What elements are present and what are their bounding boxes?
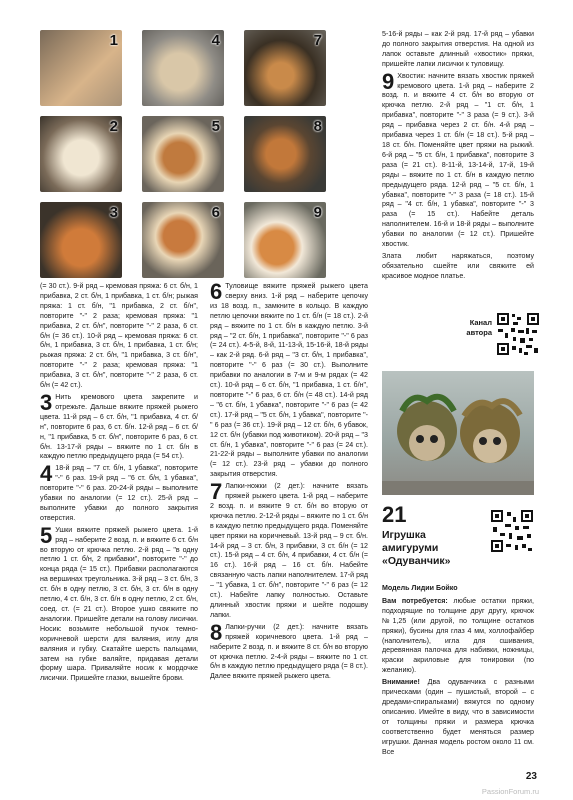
right-paragraph-3: Злата любит наряжаться, поэтому обязательно сшейте или свяжите ей красивое модное платье. — [382, 251, 534, 280]
photo-6: 6 — [142, 202, 224, 278]
right-paragraph-1: 5-16-й ряды – как 2-й ряд. 17-й ряд – убавки до полного закрытия отверстия. На одной из лапок оставьте длинный «хвостик» пряжи, пришейте лапки лисички к туловищу. — [382, 30, 534, 68]
step-number: 7 — [210, 479, 223, 505]
photo-grid — [40, 30, 370, 280]
toy-photo — [382, 371, 534, 495]
step-number: 4 — [40, 461, 53, 487]
channel-label: Канал автора — [466, 318, 492, 337]
left-paragraph-3: 18-й ряд – "7 ст. б/н, 1 убавка", повторите "-" 6 раз. 19-й ряд – "6 ст. б/н, 1 убавка", повторите "-" 6 раз. 20-24-й ряды – выполните убавки по аналогии (= 12 ст.). 25-й ряд – выполните убавки до полного закрытия отверстия. — [40, 464, 198, 522]
right-paragraph-2: Хвостик: начните вязать хвостик пряжей кремового цвета. 1-й ряд – наберите 2 возд. п. и вяжите 4 ст. б/н во вторую от крючка петлю. 2-й ряд – "1 ст. б/н, 1 прибавка", повторите "-" 3 раза (= 9 ст.). 3-й ряд – прибавка через 2 ст. б/н. 4-й ряд – прибавка через 1 ст. б/н (= 18 ст.). 5-й ряд – 18 ст. б/н. Поменяйте цвет пряжи на рыжий. 6-й ряд – "5 ст. б/н, 1 прибавка", повторите 3 раза (= 21 ст.). 8-11-й, 13-14-й, 17-й, 19-й ряды – вяжите по 1 ст. б/н в каждую петлю предыдущего ряда. 12-й ряд – "5 ст. б/н, 1 убавка", повторите "-" 3 раза (= 18 ст.). 15-й ряд – "4 ст. б/н, 1 убавка", повторите "-" 3 раза (= 15 ст.). Набейте деталь наполнителем. 16-й и 18-й ряды – выполните убавки по аналогии (= 12 ст.). Пришейте хвостик. — [382, 71, 534, 249]
photo-4: 4 — [142, 30, 224, 106]
middle-column — [210, 279, 368, 684]
qr-code-icon — [490, 509, 534, 553]
author-line: Модель Лидии Бойко — [382, 584, 458, 592]
photo-8: 8 — [244, 116, 326, 192]
materials-text: любые остатки пряжи, подходящие по толщине друг другу, крючок №1,25 (или другой, по толщине остатков пряжи), бусины для глаз 4 мм, холлофайбер (наполнитель), игла для сшивания, деревянная палочка для набивки, ножницы, краски акриловые для тонировки (по желанию). — [382, 596, 534, 675]
right-column — [382, 30, 534, 284]
photo-1: 1 — [40, 30, 122, 106]
photo-2: 2 — [40, 116, 122, 192]
materials-label: Вам потребуется: — [382, 596, 448, 605]
note-text: Два одуванчика с разными прическами (один – пушистый, второй – с дредами-спиральками) вяжутся по одному описанию. Имейте в виду, что в зависимости от толщины пряжи и размера крючка соответственно будет меняться размер игрушки. Данная модель ростом около 11 см. Все — [382, 678, 534, 756]
step-number: 9 — [382, 68, 395, 94]
middle-paragraph-1: Туловище вяжите пряжей рыжего цвета сверху вниз. 1-й ряд – наберите цепочку из 18 возд. п., замкните в кольцо. В каждую петлю цепочки вяжите по 1 ст. б/н (= 18 ст.). 2-й ряд – вяжите по 1 ст. б/н в каждую петлю. 3-й ряд – "2 ст. б/н, 1 прибавка", повторите "-" 6 раз (= 24 ст.). 4-5-й, 8-й, 11-13-й, 15-16-й, 18-й ряды – как 2-й ряд. 6-й ряд – "3 ст. б/н, 1 прибавка", повторите "-" 6 раз (= 30 ст.). Выполните прибавки по аналогии в 7-м и 9-м рядах (= 42 ст.). 10-й ряд – 6 ст. б/н, "1 прибавка, 1 ст. б/н", повторите "-" 6 раз, 6 ст. б/н (= 48 ст.). 14-й ряд – "6 ст. б/н, 1 убавка", повторите "-" 6 раз (= 42 ст.). 17-й ряд – "5 ст. б/н, 1 убавка", повторите "-" 6 раз (= 36 ст.). 19-й ряд – 12 ст. б/н, 6 убавок, 12 ст. б/н (убавки под животиком). 20-й ряд – "3 ст. б/н, 1 убавка", повторите "-" 6 раз (= 24 ст.). 21-22-й ряды – выполните убавки по аналогии (= 12 ст.). 23-й ряд – убавки до полного закрытия отверстия. — [210, 282, 368, 479]
left-column — [40, 282, 198, 686]
left-paragraph-1: (= 30 ст.). 9-й ряд – кремовая пряжа: 6 ст. б/н, 1 прибавка, 2 ст. б/н, 1 прибавка, 1 ст. б/н; рыжая пряжа: 1 ст. б/н, "1 прибавка, 2 ст. б/н", повторите "-" 2 раза; кремовая пряжа: "1 прибавка, 2 ст. б/н", повторите "-" 2 раза, 6 ст. б/н (= 36 ст.). 10-й ряд – кремовая пряжа: 6 ст. б/н, 1 прибавка, 3 ст. б/н, 1 прибавка, 1 ст. б/н; рыжая пряжа: 2 ст. б/н, "1 прибавка, 3 ст. б/н", повторите "-" 2 раза; кремовая пряжа: "1 прибавка, 3 ст. б/н", повторите "-" 2 раза, 6 ст. б/н (= 42 ст.). — [40, 282, 198, 390]
article-number: 21 — [382, 502, 407, 527]
note-label: Внимание! — [382, 678, 420, 687]
photo-9: 9 — [244, 202, 326, 278]
left-paragraph-2: Нить кремового цвета закрепите и отрежьте. Дальше вяжите пряжей рыжего цвета. 11-й ряд – 6 ст. б/н, "1 прибавка, 4 ст. б/н", повторите 6 раз, 6 ст. б/н. 12-й ряд – 6 ст. б/н, "1 прибавка, 5 ст. б/н", повторите 6 раз, 6 ст. б/н. 13-17-й ряды – вяжите по 1 ст. б/н в каждую петлю предыдущего ряда (= 54 ст.). — [40, 392, 198, 461]
article-title: Игрушка амигуруми «Одуванчик» — [382, 529, 451, 567]
page-number: 23 — [525, 771, 537, 782]
step-number: 8 — [210, 619, 223, 645]
article-body — [382, 584, 534, 759]
step-number: 5 — [40, 522, 53, 548]
middle-paragraph-3: Лапки-ручки (2 дет.): начните вязать пряжей коричневого цвета. 1-й ряд – наберите 2 возд. п. и вяжите 8 ст. б/н во вторую от крючка петлю. 2-4-й ряды – вяжите по 1 ст. б/н в каждую петлю предыдущего ряда (= 8 ст.). Далее вяжите пряжей рыжего цвета. — [210, 622, 368, 681]
middle-paragraph-2: Лапки-ножки (2 дет.): начните вязать пряжей рыжего цвета. 1-й ряд – наберите 2 возд. п. и вяжите 9 ст. б/н во вторую от крючка петлю. 2-12-й ряды – вяжите по 1 ст. б/н в каждую петлю предыдущего ряда. Поменяйте цвет пряжи на коричневый. 13-й ряд – 9 ст. б/н. 14-й ряд – 3 ст. б/н, 3 прибавки, 3 ст. б/н (= 12 ст.). 15-й ряд – 4 ст. б/н, 4 прибавки, 4 ст. б/н (= 16 ст.). 16-й ряд – 16 ст. б/н. Набейте связанную часть лапки наполнителем. 17-й ряд – "1 убавка, 1 ст. б/н", повторите "-" 6 раз (= 12 ст.). Набейте лапку полностью. Оставьте длинный хвостик пряжи и шейте подошву лапки. — [210, 482, 368, 619]
article-header — [382, 503, 534, 581]
watermark: PassionForum.ru — [481, 787, 539, 796]
qr-code-icon — [496, 312, 540, 356]
step-number: 6 — [210, 279, 223, 304]
photo-7: 7 — [244, 30, 326, 106]
photo-3: 3 — [40, 202, 122, 278]
toy-left — [397, 397, 457, 461]
step-number: 3 — [40, 389, 53, 415]
toy-right — [460, 401, 520, 463]
left-paragraph-4: Ушки вяжите пряжей рыжего цвета. 1-й ряд – наберите 2 возд. п. и вяжите 6 ст. б/н во вторую от крючка петлю. 2-й ряд – "в одну петлю 1 ст. б/н, 2 прибавки", повторите "-" до конца ряда (= 15 ст.). Прибавки располагаются на вершинах треугольника. 3-й ряд – 3 ст. б/н, 3 ст. б/н в одну петлю, 3 ст. б/н, 3 ст. б/н в одну петлю, 4 ст. б/н, 3 ст. б/н в одну петлю, 2 ст. б/н, соед. ст. (= 21 ст.). Второе ушко свяжите по аналогии. Пришейте детали на голову лисички. Носик: возьмите небольшой пучок темно-коричневой шерсти для валяния, иглу для валяния и губку. Скатайте шерсть пальцами, затем на губке валяйте, придавая детали форму шара. Приваляйте носик к мордочке лисички. Пришейте глазки, вышейте брови. — [40, 525, 198, 683]
photo-5: 5 — [142, 116, 224, 192]
